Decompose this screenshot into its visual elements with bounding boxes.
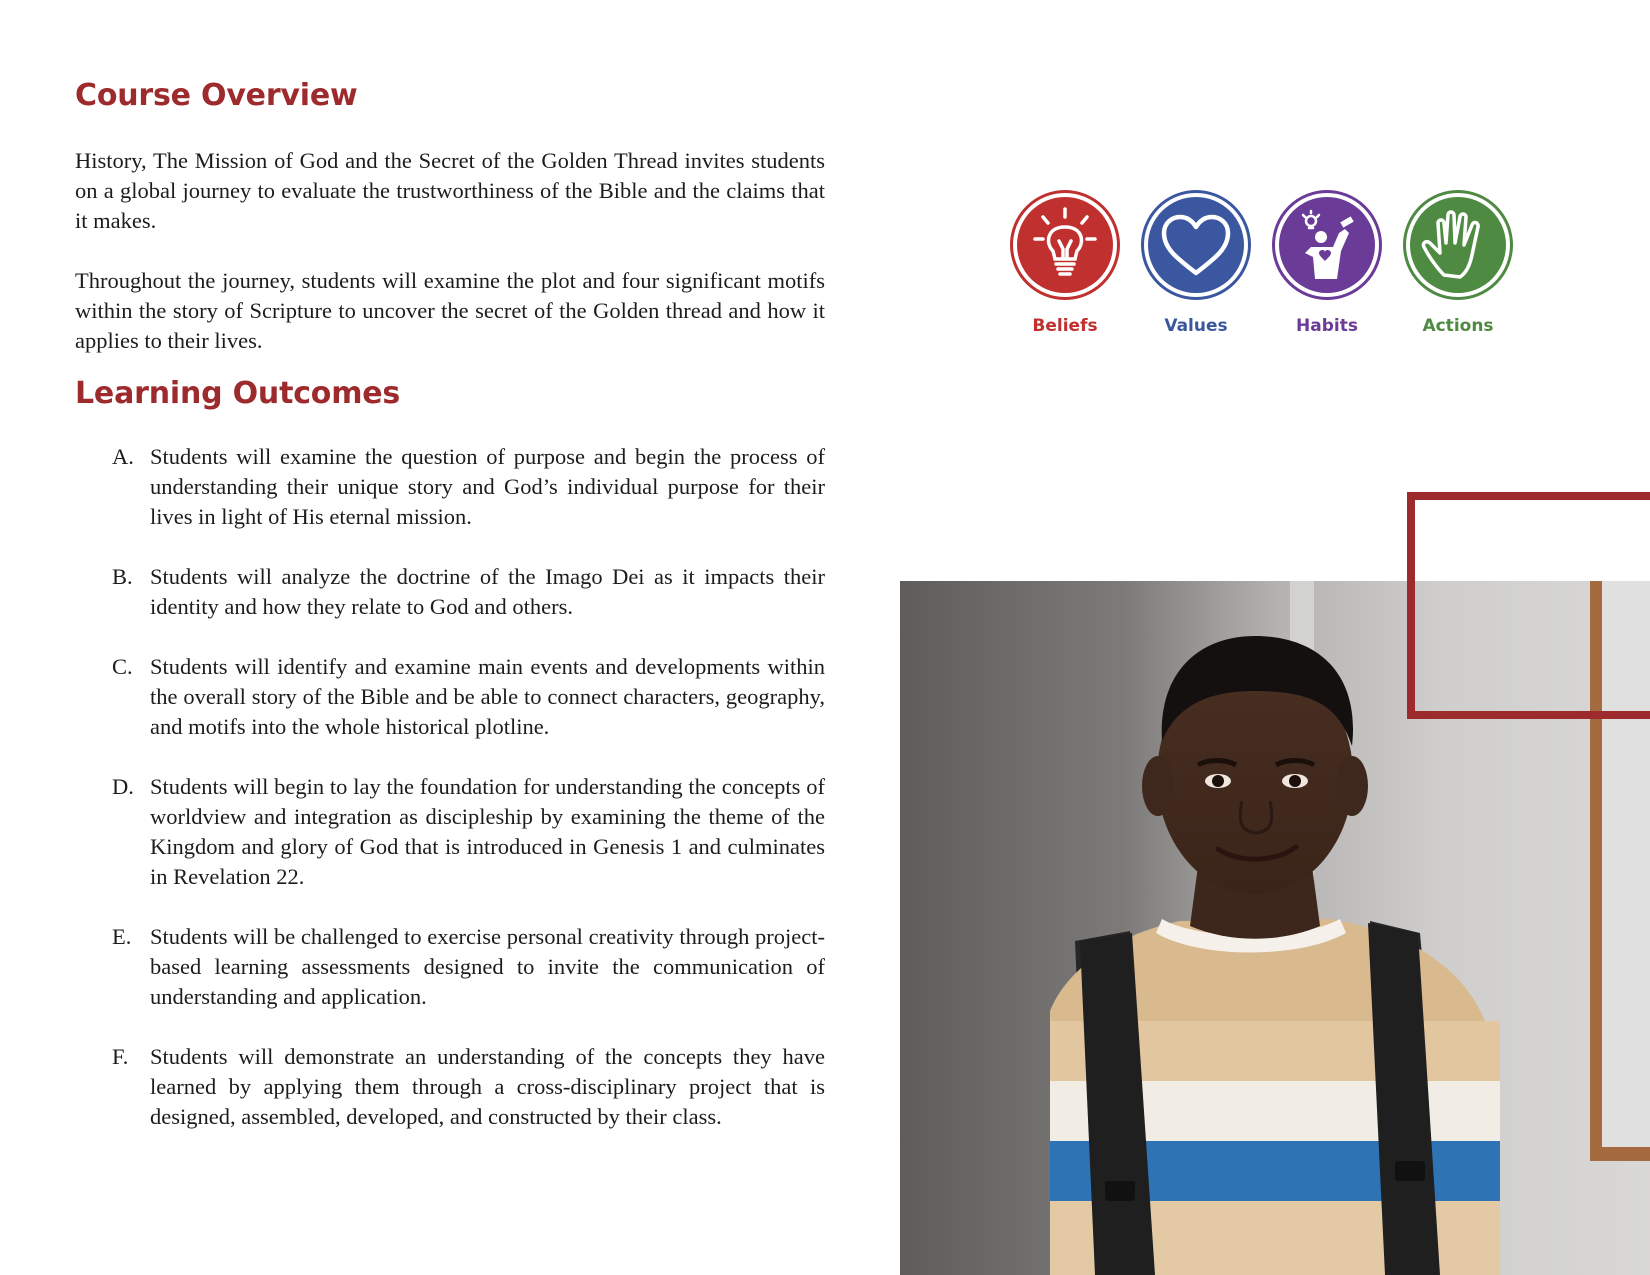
overview-paragraph-1: History, The Mission of God and the Secret of the Golden Thread invites students on a global journey to evaluate the trustworthiness of the Bible and the claims that it makes. (75, 148, 825, 233)
heart-icon (1148, 197, 1244, 293)
outcome-text: Students will begin to lay the foundation for understanding the concepts of worldview and integration as discipleship by examining the theme of the Kingdom and glory of God that is introduced in Genesis 1 and culminates in Revelation 22. (150, 774, 825, 889)
actions-label: Actions (1422, 316, 1494, 336)
beliefs-label: Beliefs (1032, 316, 1098, 336)
outcome-text: Students will analyze the doctrine of the Imago Dei as it impacts their identity and how they relate to God and others. (150, 564, 825, 619)
outcome-item-e (112, 922, 825, 1012)
beliefs-badge (1005, 190, 1125, 336)
outcome-letter: B. (112, 564, 133, 589)
bvha-icons (1005, 190, 1515, 340)
outcome-letter: F. (112, 1044, 129, 1069)
outcome-letter: C. (112, 654, 133, 679)
hand-icon (1410, 197, 1506, 293)
learning-outcomes-heading: Learning Outcomes (75, 376, 401, 411)
lightbulb-icon (1017, 197, 1113, 293)
values-badge (1136, 190, 1256, 336)
outcome-item-d (112, 772, 825, 892)
actions-badge (1398, 190, 1518, 336)
outcome-text: Students will examine the question of purpose and begin the process of understanding their unique story and God’s individual purpose for their lives in light of His eternal mission. (150, 444, 825, 529)
decorative-frame (1407, 492, 1650, 719)
habits-label: Habits (1296, 316, 1358, 336)
values-label: Values (1164, 316, 1228, 336)
outcome-text: Students will be challenged to exercise personal creativity through project-based learning assessments designed to invite the communication of understanding and application. (150, 924, 825, 1009)
outcome-item-f (112, 1042, 825, 1132)
outcome-text: Students will demonstrate an understanding of the concepts they have learned by applying them through a cross-disciplinary project that is designed, assembled, developed, and constructed by their class. (150, 1044, 825, 1129)
course-overview-heading: Course Overview (75, 78, 358, 113)
outcome-letter: A. (112, 444, 134, 469)
habits-badge (1267, 190, 1387, 336)
outcome-letter: E. (112, 924, 132, 949)
overview-paragraph-2: Throughout the journey, students will examine the plot and four significant motifs within the story of Scripture to uncover the secret of the Golden thread and how it applies to their lives. (75, 268, 825, 353)
outcome-letter: D. (112, 774, 134, 799)
person-heart-icon (1279, 197, 1375, 293)
outcome-item-b (112, 562, 825, 622)
outcome-item-c (112, 652, 825, 742)
outcome-text: Students will identify and examine main events and developments within the overall story of the Bible and be able to connect characters, geography, and motifs into the whole historical plotline. (150, 654, 825, 739)
outcome-item-a (112, 442, 825, 532)
